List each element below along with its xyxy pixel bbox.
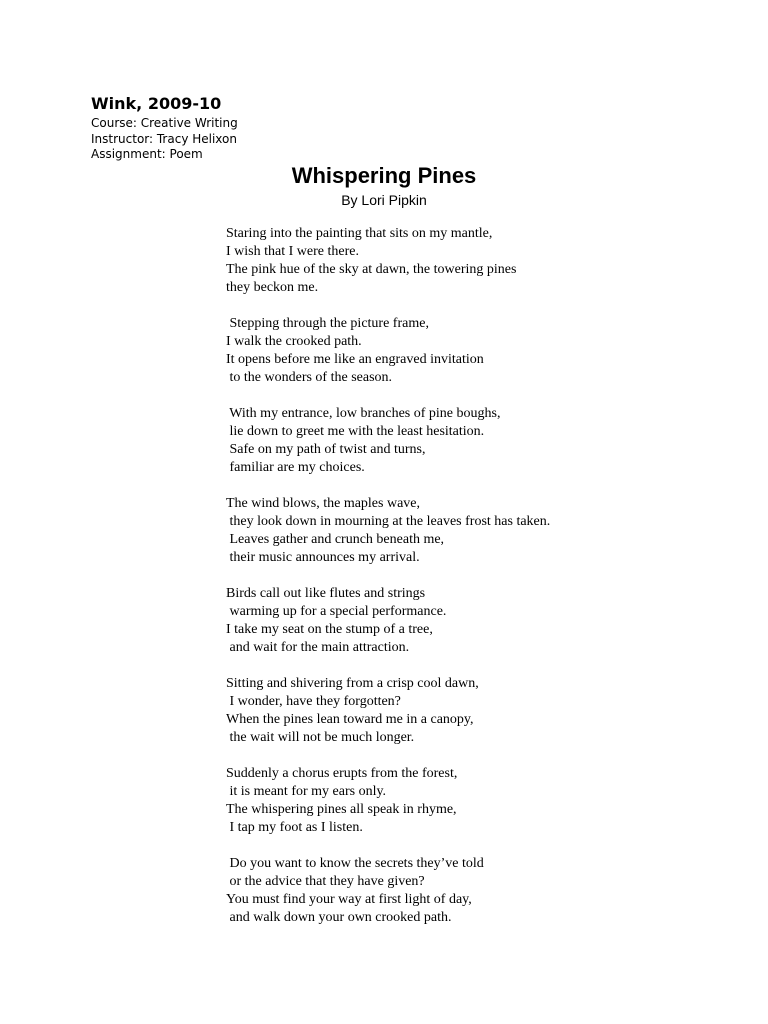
poem-line: Do you want to know the secrets they’ve told [226, 856, 484, 871]
poem-line: and wait for the main attraction. [226, 640, 410, 655]
instructor-line: Instructor: Tracy Helixon [91, 131, 237, 146]
poem-line: Staring into the painting that sits on my mantle, [226, 226, 493, 241]
poem-line: Suddenly a chorus erupts from the forest, [226, 766, 458, 781]
poem-stanza [226, 405, 550, 477]
poem-byline: By Lori Pipkin [341, 192, 427, 208]
poem-line: You must find your way at first light of day, [226, 892, 472, 907]
poem-line: Stepping through the picture frame, [226, 316, 429, 331]
poem-line: Sitting and shivering from a crisp cool dawn, [226, 676, 479, 691]
poem-line: and walk down your own crooked path. [226, 910, 452, 925]
poem-stanza [226, 315, 550, 387]
poem-stanza [226, 225, 550, 297]
poem-line: Birds call out like flutes and strings [226, 586, 426, 601]
poem-line: lie down to greet me with the least hesitation. [226, 424, 485, 439]
poem-title-block [0, 161, 768, 209]
poem-line: or the advice that they have given? [226, 874, 425, 889]
header-title: Wink, 2009-10 [91, 94, 222, 113]
poem-line: warming up for a special performance. [226, 604, 447, 619]
poem-title: Whispering Pines [291, 163, 477, 188]
poem-line: I walk the crooked path. [226, 334, 362, 349]
poem-line: their music announces my arrival. [226, 550, 420, 565]
poem-stanza [226, 765, 550, 837]
poem-line: I wonder, have they forgotten? [226, 694, 401, 709]
poem-line: they look down in mourning at the leaves frost has taken. [226, 514, 551, 529]
poem-line: it is meant for my ears only. [226, 784, 387, 799]
poem-stanza [226, 585, 550, 657]
document-header [91, 93, 238, 163]
poem-line: With my entrance, low branches of pine boughs, [226, 406, 501, 421]
poem-line: to the wonders of the season. [226, 370, 393, 385]
poem-line: I wish that I were there. [226, 244, 359, 259]
poem-body [226, 225, 550, 945]
poem-line: Leaves gather and crunch beneath me, [226, 532, 445, 547]
poem-line: When the pines lean toward me in a canopy, [226, 712, 474, 727]
course-line: Course: Creative Writing [91, 116, 238, 130]
poem-line: It opens before me like an engraved invitation [226, 352, 484, 367]
poem-line: I take my seat on the stump of a tree, [226, 622, 433, 637]
assignment-line: Assignment: Poem [91, 147, 203, 161]
poem-line: Safe on my path of twist and turns, [226, 442, 426, 457]
poem-stanza [226, 855, 550, 927]
poem-stanza [226, 495, 550, 567]
poem-line: I tap my foot as I listen. [226, 820, 363, 835]
poem-line: the wait will not be much longer. [226, 730, 415, 745]
poem-line: they beckon me. [226, 280, 319, 295]
poem-line: The pink hue of the sky at dawn, the towering pines [226, 262, 517, 277]
poem-line: The wind blows, the maples wave, [226, 496, 421, 511]
poem-line: The whispering pines all speak in rhyme, [226, 802, 457, 817]
poem-stanza [226, 675, 550, 747]
poem-line: familiar are my choices. [226, 460, 365, 475]
